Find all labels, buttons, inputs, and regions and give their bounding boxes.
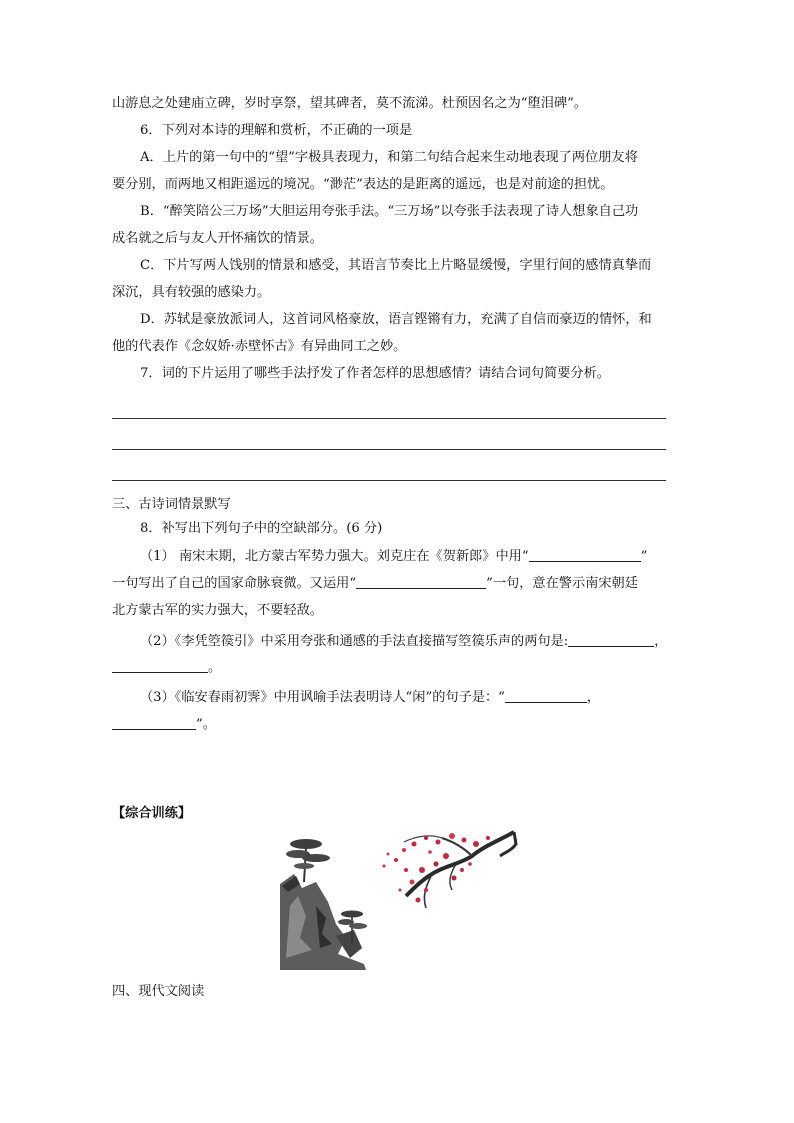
section-3-title: 三、古诗词情景默写 (112, 497, 231, 512)
q8-s2-text-a: （2）《李凭箜篌引》中采用夸张和通感的手法直接描写箜篌乐声的两句是: (140, 634, 569, 649)
q8-s1-text-b: ” (640, 549, 648, 564)
q8-s2-text-b: ， (654, 634, 668, 649)
intro-text: 山游息之处建庙立碑，岁时享祭，望其碑者，莫不流涕。杜预因名之为“堕泪碑”。 (112, 96, 588, 111)
q8-sentence-3-line-1 (140, 688, 600, 708)
blank-3[interactable] (568, 632, 654, 647)
q8-sentence-1-line-2 (112, 574, 638, 594)
q8-sentence-1-line-1 (140, 547, 647, 567)
option-b-line-2: 成名就之后与友人开怀痛饮的情景。 (112, 231, 323, 246)
q8-s3-text-a: （3）《临安春雨初霁》中用讽喻手法表明诗人“闲”的句子是：“ (140, 690, 505, 705)
option-a-line-1: A．上片的第一句中的“望”字极具表现力，和第二句结合起来生动地表现了两位朋友将 (140, 150, 638, 165)
option-d-line-1: D．苏轼是豪放派词人，这首词风格豪放，语言铿锵有力，充满了自信而豪迈的情怀，和 (140, 312, 652, 327)
section-4-title: 四、现代文阅读 (112, 984, 205, 999)
option-c-line-2: 深沉，具有较强的感染力。 (112, 285, 271, 300)
q8-sentence-1-line-3: 北方蒙古军的实力强大，不要轻敌。 (112, 603, 323, 618)
q8-s1-text-c: 一句写出了自己的国家命脉衰微。又运用“ (112, 576, 357, 591)
option-b-line-1: B．“醉笑陪公三万场”大胆运用夸张手法。“三万场”以夸张手法表现了诗人想象自己功 (140, 204, 639, 219)
blank-4[interactable] (112, 658, 208, 673)
q8-s1-text-d: ”一句，意在警示南宋朝廷 (486, 576, 638, 591)
option-d-line-2: 他的代表作《念奴娇·赤壁怀古》有异曲同工之妙。 (112, 339, 407, 354)
option-c-line-1: C．下片写两人饯别的情景和感受，其语言节奏比上片略显缓慢，字里行间的感情真挚而 (140, 258, 652, 273)
question-6-stem: 6．下列对本诗的理解和赏析，不正确的一项是 (140, 123, 413, 138)
question-7-stem: 7．词的下片运用了哪些手法抒发了作者怎样的思想感情？请结合词句简要分析。 (140, 366, 610, 381)
q8-s2-text-c: 。 (208, 660, 222, 675)
answer-line-3[interactable] (112, 480, 666, 481)
blank-1[interactable] (529, 547, 641, 562)
q8-s3-text-c: ”。 (196, 717, 216, 732)
q8-s3-text-b: ， (586, 690, 601, 705)
blank-2[interactable] (356, 574, 486, 589)
q8-sentence-3-line-2 (112, 715, 216, 735)
q8-s1-text-a: （1） 南宋末期，北方蒙古军势力强大。刘克庄在《贺新郎》中用“ (140, 549, 529, 564)
blank-5[interactable] (505, 688, 587, 703)
plum-blossom-branch (383, 832, 517, 908)
training-title: 【综合训练】 (112, 806, 192, 821)
option-a-line-2: 要分别，而两地又相距遥远的境况。“渺茫”表达的是距离的遥远，也是对前途的担忧。 (112, 177, 614, 192)
q8-sentence-2-line-2 (112, 658, 221, 678)
ink-landscape-illustration (276, 826, 520, 972)
answer-line-2[interactable] (112, 449, 666, 450)
blank-6[interactable] (112, 715, 196, 730)
question-8-stem: 8．补写出下列句子中的空缺部分。(6 分) (140, 521, 383, 536)
q8-sentence-2-line-1 (140, 632, 667, 652)
answer-line-1[interactable] (112, 418, 666, 419)
